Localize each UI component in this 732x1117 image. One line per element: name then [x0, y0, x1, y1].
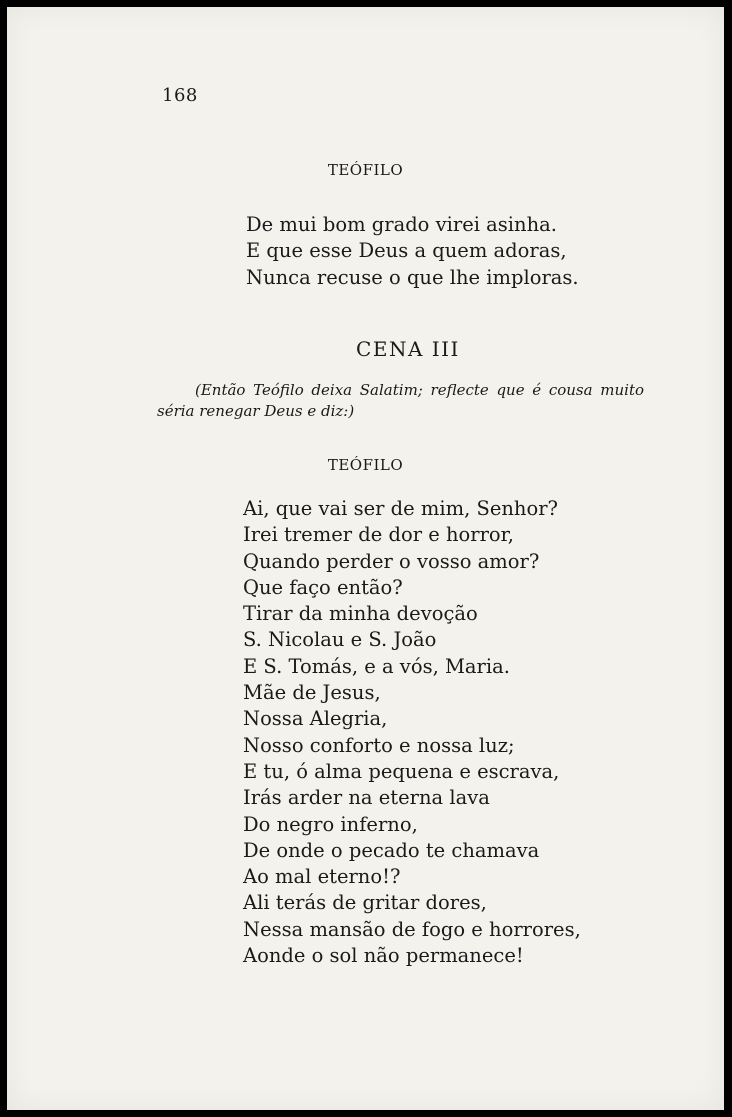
- verse-line: E tu, ó alma pequena e escrava,: [243, 759, 560, 783]
- verse-line: E que esse Deus a quem adoras,: [246, 239, 567, 263]
- verse-line: Tirar da minha devoção: [243, 602, 478, 626]
- verse-line: Quando perder o vosso amor?: [243, 549, 540, 573]
- verse-line: Ai, que vai ser de mim, Senhor?: [243, 497, 559, 520]
- verse-line: Aonde o sol não permanece!: [243, 944, 524, 968]
- speaker-name-teofilo-1: TEÓFILO: [327, 161, 404, 179]
- stage-direction: (Então Teófilo deixa Salatim; reflecte que é cousa muito séria renegar Deus e diz:): [157, 381, 644, 420]
- page-number: 168: [162, 85, 198, 106]
- verse-line: De mui bom grado virei asinha.: [246, 213, 557, 236]
- verse-line: S. Nicolau e S. João: [243, 628, 437, 652]
- verse-line: Nunca recuse o que lhe imploras.: [246, 265, 579, 289]
- verse-line: Irás arder na eterna lava: [243, 786, 490, 810]
- speaker-name-teofilo-2: TEÓFILO: [327, 456, 404, 474]
- verse-line: Nosso conforto e nossa luz;: [243, 733, 515, 757]
- verse-line: E S. Tomás, e a vós, Maria.: [243, 654, 510, 678]
- scene-title: CENA III: [356, 337, 460, 361]
- verse-line: Que faço então?: [243, 575, 403, 599]
- verse-line: Nossa Alegria,: [243, 707, 388, 731]
- verse-line: Ali terás de gritar dores,: [243, 891, 487, 915]
- verse-line: Irei tremer de dor e horror,: [243, 523, 515, 547]
- verse-line: De onde o pecado te chamava: [243, 838, 540, 862]
- verse-block-1: [246, 212, 579, 291]
- verse-block-2: [243, 496, 581, 969]
- verse-line: Ao mal eterno!?: [243, 865, 401, 889]
- verse-line: Do negro inferno,: [243, 812, 418, 836]
- verse-line: Nessa mansão de fogo e horrores,: [243, 917, 581, 941]
- book-page: [7, 7, 724, 1110]
- verse-line: Mãe de Jesus,: [243, 681, 381, 705]
